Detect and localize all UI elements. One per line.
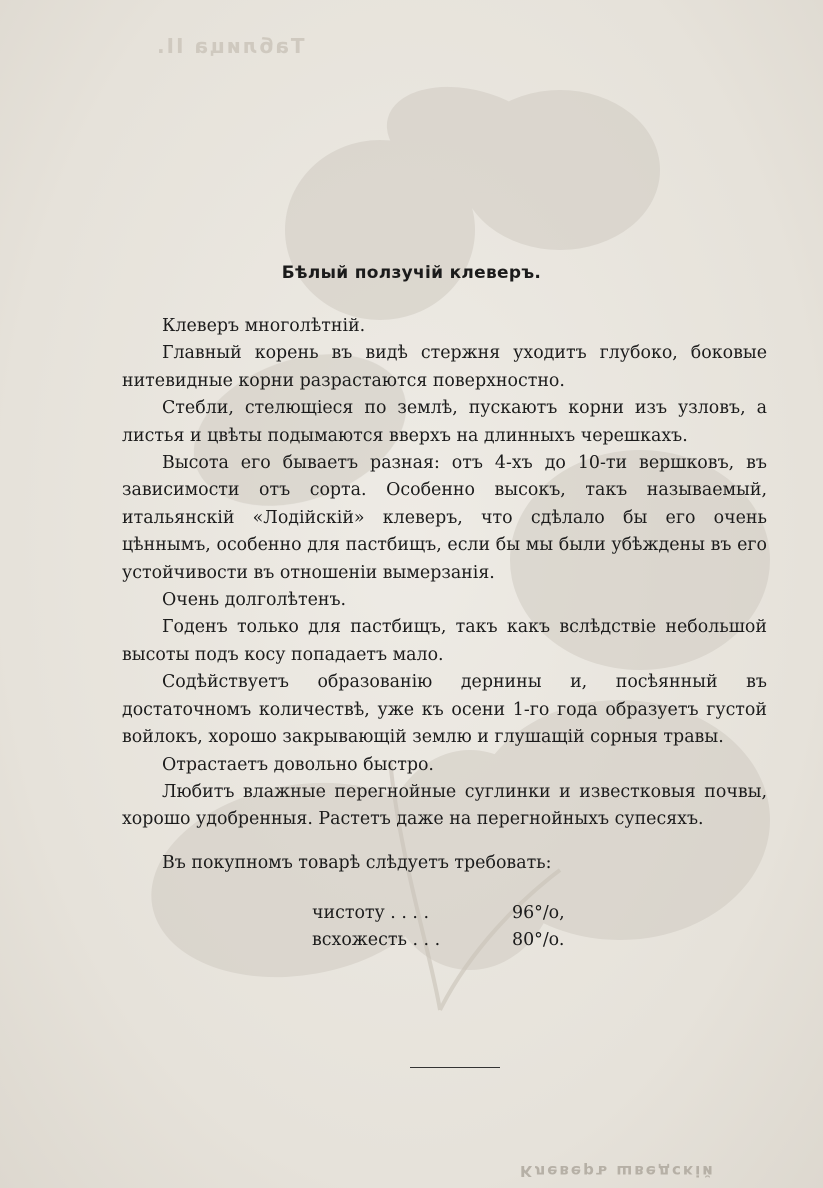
paragraph: Годенъ только для пастбищъ, такъ какъ вслѣдствіе небольшой высоты подъ косу попадаетъ мало.	[122, 617, 767, 665]
paragraph: Содѣйствуетъ образованію дернины и, посѣянный въ достаточномъ количествѣ, уже къ осени 1-го года образуетъ густой войлокъ, хорошо закрывающій землю и глушащій сорныя травы.	[122, 672, 767, 748]
paragraph: Стебли, стелющіеся по землѣ, пускаютъ корни изъ узловъ, а листья и цвѣты подымаются вверхъ на длинныхъ черешкахъ.	[122, 398, 767, 446]
page-title: Бѣлый ползучій клеверъ.	[281, 263, 542, 283]
body-text	[122, 313, 767, 877]
requirement-purity	[312, 900, 565, 927]
requirement-value: 80°/o.	[512, 930, 565, 950]
paragraph: Высота его бываетъ разная: отъ 4-хъ до 10-ти вершковъ, въ зависимости отъ сорта. Особенно высокъ, такъ называемый, итальянскій «Лодійскій» клеверъ, что сдѣлало бы его очень цѣннымъ, особенно для пастбищъ, если бы мы были убѣждены въ его устойчивости въ отношеніи вымерзанія.	[122, 453, 767, 583]
requirements-intro: Въ покупномъ товарѣ слѣдуетъ требовать:	[162, 852, 552, 873]
ghost-plate-heading: Таблица II.	[155, 34, 305, 58]
paragraph: Очень долголѣтенъ.	[162, 590, 347, 611]
requirement-germination	[312, 927, 565, 954]
paragraph: Любитъ влажные перегнойные суглинки и известковыя почвы, хорошо удобренныя. Растетъ даже на перегнойныхъ супесяхъ.	[122, 781, 767, 830]
requirement-label: всхожесть . . .	[312, 930, 441, 950]
requirement-value: 96°/o,	[512, 903, 565, 923]
requirement-label: чистоту . . . .	[312, 903, 429, 923]
ghost-plate-caption: Клеверъ шведскій	[520, 1162, 715, 1180]
paragraph: Клеверъ многолѣтній.	[162, 316, 366, 336]
paragraph: Главный корень въ видѣ стержня уходитъ глубоко, боковые нитевидные корни разрастаются поверхностно.	[122, 343, 767, 391]
requirements-list	[312, 900, 565, 954]
paragraph: Отрастаетъ довольно быстро.	[162, 754, 434, 775]
closing-rule	[410, 1067, 500, 1068]
